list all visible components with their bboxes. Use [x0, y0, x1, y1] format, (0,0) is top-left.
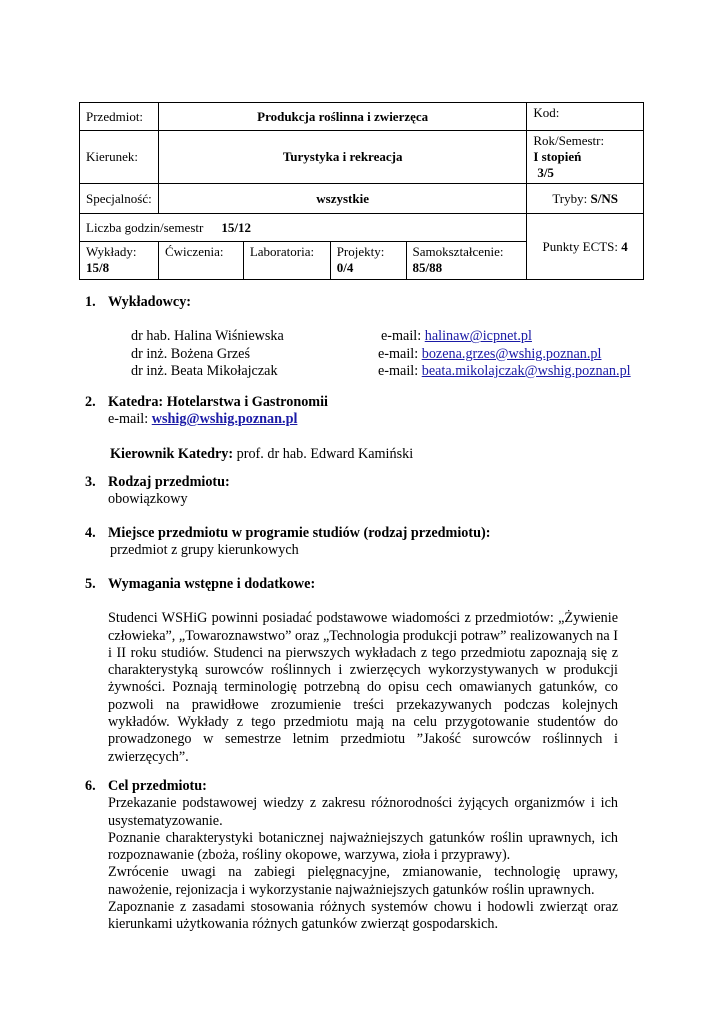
lecturer-email-link[interactable]: halinaw@icpnet.pl [424, 328, 532, 345]
email-label: e-mail: [378, 345, 419, 362]
section-title: Wykładowcy: [108, 294, 192, 310]
rok-semestr: 3/5 [537, 165, 554, 180]
email-label: e-mail: [108, 411, 149, 428]
liczba-godzin-value: 15/12 [221, 219, 251, 235]
cel-paragraph: Przekazanie podstawowej wiedzy z zakresu różnorodności żyjących organizmów i ich usystematyzowanie. [108, 795, 618, 829]
section-katedra [85, 394, 648, 463]
projekty-value: 0/4 [336, 260, 354, 275]
katedra-email-link[interactable]: wshig@wshig.poznan.pl [151, 411, 298, 428]
wyklady-value: 15/8 [86, 260, 110, 275]
section-title: Katedra: Hotelarstwa i Gastronomii [108, 394, 329, 410]
lecturer-name: dr hab. Halina Wiśniewska [131, 328, 284, 345]
specjalnosc-label: Specjalność: [80, 184, 159, 214]
liczba-godzin-label: Liczba godzin/semestr [86, 219, 204, 235]
cwiczenia-label: Ćwiczenia: [164, 244, 224, 259]
lecturer-row [108, 363, 648, 380]
section-cel [85, 778, 648, 934]
lecturer-row [108, 346, 648, 363]
cwiczenia-cell [158, 242, 243, 280]
cel-paragraph: Zapoznanie z zasadami stosowania różnych systemów chowu i hodowli zwierząt oraz kierunkami użytkowania różnych gatunków zwierząt gospodarskich. [108, 899, 618, 933]
specjalnosc-value: wszystkie [158, 184, 526, 214]
cel-paragraph: Zwrócenie uwagi na zabiegi pielęgnacyjne, zmianowanie, technologię uprawy, nawożenie, rejonizacja i wykorzystanie najważniejszych gatunków roślin uprawnych. [108, 864, 618, 898]
rok-label: Rok/Semestr: [533, 133, 605, 148]
samoksztalcenie-label: Samokształcenie: [412, 244, 504, 259]
liczba-godzin-cell [80, 214, 527, 242]
lecturer-name: dr inż. Bożena Grześ [131, 345, 250, 362]
section-title: Cel przedmiotu: [108, 778, 207, 794]
section-number: 4. [85, 525, 96, 541]
section-wymagania [85, 576, 648, 766]
email-label: e-mail: [378, 362, 419, 379]
laboratoria-cell [243, 242, 330, 280]
cel-paragraph: Poznanie charakterystyki botanicznej najważniejszych gatunków roślin uprawnych, ich rozpoznawanie (zboża, rośliny okopowe, warzywa, zioła i przyprawy). [108, 829, 618, 864]
punkty-ects-label: Punkty ECTS: [542, 238, 619, 254]
projekty-label: Projekty: [336, 244, 385, 259]
section-number: 6. [85, 778, 96, 794]
projekty-cell [330, 242, 406, 280]
rok-semestr-cell [527, 131, 644, 184]
przedmiot-value: Produkcja roślinna i zwierzęca [158, 103, 526, 131]
section-rodzaj [85, 474, 648, 509]
section-number: 3. [85, 474, 96, 490]
lecturer-email-link[interactable]: beata.mikolajczak@wshig.poznan.pl [421, 362, 631, 379]
section-number: 5. [85, 576, 96, 592]
section-value: przedmiot z grupy kierunkowych [110, 542, 299, 559]
section-title: Rodzaj przedmiotu: [108, 474, 230, 490]
tryby-cell [527, 184, 644, 214]
section-title: Miejsce przedmiotu w programie studiów (rodzaj przedmiotu): [108, 525, 491, 541]
lecturer-row [108, 328, 648, 345]
section-value: obowiązkowy [108, 491, 188, 508]
kierownik-value: prof. dr hab. Edward Kamiński [236, 445, 414, 462]
punkty-ects-value: 4 [621, 238, 628, 254]
wyklady-label: Wykłady: [86, 244, 137, 259]
email-label: e-mail: [381, 328, 422, 345]
przedmiot-label: Przedmiot: [80, 103, 159, 131]
punkty-ects-cell [527, 214, 644, 280]
section-text: Studenci WSHiG powinni posiadać podstawowe wiadomości z przedmiotów: „Żywienie człowieka”, „Towaroznawstwo” oraz „Technologia produkcji potraw” realizowanych na I i II roku studiów. Studenci na pierwszych wykładach z tego przedmiotu zapoznają się z charakterystyką surowców roślinnych i zwierzęcych wykorzystywanych w produkcji żywności. Poznają terminologię potrzebną do opisu cech omawianych gatunków, co pozwoli na prawidłowe zrozumienie treści przekazywanych podczas kolejnych wykładów. Wykłady z tego przedmiotu mają na celu przygotowanie studentów do prowadzonego w semestrze letnim przedmiotu ”Jakość surowców roślinnych i zwierzęcych”. [108, 610, 618, 765]
kod-label: Kod: [527, 103, 644, 131]
section-wykladowcy [85, 294, 648, 380]
tryby-value: S/NS [590, 190, 618, 206]
course-info-table [79, 102, 644, 280]
lecturer-email-link[interactable]: bozena.grzes@wshig.poznan.pl [421, 345, 602, 362]
section-number: 2. [85, 394, 96, 410]
section-miejsce [85, 525, 648, 560]
kierunek-value: Turystyka i rekreacja [158, 131, 526, 184]
section-title: Wymagania wstępne i dodatkowe: [108, 576, 316, 592]
laboratoria-label: Laboratoria: [249, 244, 315, 259]
kierunek-label: Kierunek: [80, 131, 159, 184]
wyklady-cell [80, 242, 159, 280]
tryby-label: Tryby: [552, 190, 588, 206]
samoksztalcenie-value: 85/88 [412, 260, 443, 275]
samoksztalcenie-cell [406, 242, 527, 280]
lecturer-name: dr inż. Beata Mikołajczak [131, 362, 278, 379]
rok-stopien: I stopień [533, 149, 582, 164]
kierownik-label: Kierownik Katedry: [110, 445, 234, 462]
section-number: 1. [85, 294, 96, 310]
